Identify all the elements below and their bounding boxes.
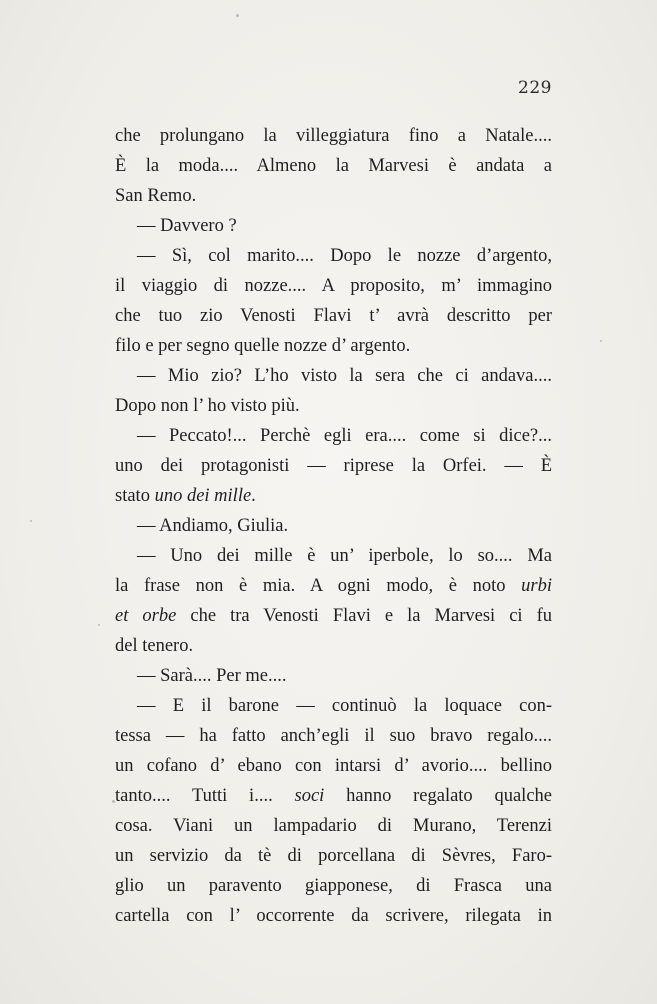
text-line: tessa — ha fatto anch’egli il suo bravo regalo.... xyxy=(115,726,552,746)
text-line: — Mio zio? L’ho visto la sera che ci andava.... xyxy=(137,366,552,386)
text-line: che tuo zio Venosti Flavi t’ avrà descritto per xyxy=(115,306,552,326)
text-line: — Davvero ? xyxy=(137,216,237,236)
text-line: che prolungano la villeggiatura fino a Natale.... xyxy=(115,126,552,146)
text-line: — Peccato!... Perchè egli era.... come si dice?... xyxy=(137,426,552,446)
text-line xyxy=(115,601,552,631)
text-span: tanto.... Tutti i.... xyxy=(115,786,295,806)
text-line: uno dei protagonisti — riprese la Orfei. — È xyxy=(115,456,552,476)
text-line: — Sarà.... Per me.... xyxy=(137,666,287,686)
text-span: la frase non è mia. A ogni modo, è noto xyxy=(115,576,522,596)
text-line xyxy=(115,571,552,601)
text-line: cosa. Viani un lampadario di Murano, Terenzi xyxy=(115,816,552,836)
text-line: — Sì, col marito.... Dopo le nozze d’argento, xyxy=(137,246,552,266)
text-line: un servizio da tè di porcellana di Sèvres, Faro- xyxy=(115,846,552,866)
text-line: — Uno dei mille è un’ iperbole, lo so.... Ma xyxy=(137,546,552,566)
text-line: cartella con l’ occorrente da scrivere, rilegata in xyxy=(115,906,552,926)
text-line: del tenero. xyxy=(115,636,194,656)
page-number: 229 xyxy=(518,78,552,98)
paper-speck xyxy=(236,14,239,17)
text-line: È la moda.... Almeno la Marvesi è andata a xyxy=(115,156,552,176)
text-span: hanno regalato qualche xyxy=(324,786,552,806)
italic-span: urbi xyxy=(521,576,552,596)
paper-speck xyxy=(112,800,115,803)
paper-speck xyxy=(600,340,602,342)
italic-span: et orbe xyxy=(115,606,177,626)
text-line: San Remo. xyxy=(115,186,197,206)
text-line xyxy=(115,481,552,511)
text-line: glio un paravento giapponese, di Frasca una xyxy=(115,876,552,896)
text-line: filo e per segno quelle nozze d’ argento. xyxy=(115,336,411,356)
text-line: — Andiamo, Giulia. xyxy=(137,516,289,536)
text-line: il viaggio di nozze.... A proposito, m’ immagino xyxy=(115,276,552,296)
text-line xyxy=(115,781,552,811)
italic-span: soci xyxy=(294,786,325,806)
body-text xyxy=(115,121,552,931)
text-span: . xyxy=(251,486,256,506)
text-line: un cofano d’ ebano con intarsi d’ avorio.... bellino xyxy=(115,756,552,776)
text-line: Dopo non l’ ho visto più. xyxy=(115,396,300,416)
italic-span: uno dei mille xyxy=(154,486,252,506)
text-span: stato xyxy=(115,486,155,506)
text-span: che tra Venosti Flavi e la Marvesi ci fu xyxy=(176,606,553,626)
paper-speck xyxy=(30,520,32,522)
text-line: — E il barone — continuò la loquace con- xyxy=(137,696,552,716)
paper-speck xyxy=(98,624,100,626)
